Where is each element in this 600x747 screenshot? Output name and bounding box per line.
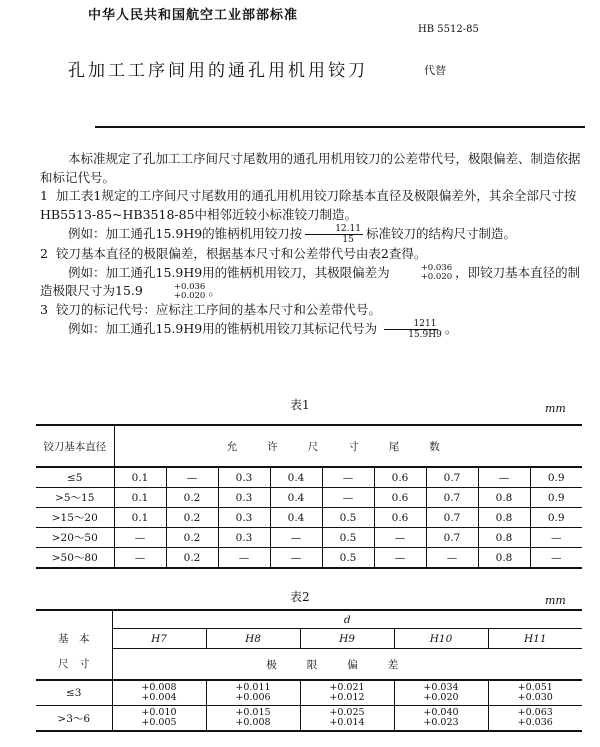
section-1-example xyxy=(40,224,590,245)
table-1-value-cell: 0.8 xyxy=(478,528,530,548)
lower-deviation: +0.004 xyxy=(141,692,177,703)
lower-deviation: +0.020 xyxy=(423,692,459,703)
table-1-value-cell: 0.7 xyxy=(426,528,478,548)
marking-numerator: 1211 xyxy=(384,319,439,330)
table-1-value-cell: — xyxy=(218,548,270,569)
table-2-col-h7: H7 xyxy=(112,629,206,649)
upper-deviation: +0.034 xyxy=(423,682,459,693)
table-2-deviation-cell xyxy=(300,706,394,732)
table-1-value-cell: 0.2 xyxy=(166,508,218,528)
upper-deviation: +0.011 xyxy=(235,682,271,693)
table-1-header-span: 允许尺寸尾数 xyxy=(114,425,582,467)
table-1-value-cell: — xyxy=(114,548,166,569)
table-1-value-cell: 0.1 xyxy=(114,467,166,488)
table-1-row xyxy=(36,528,582,548)
table-1-value-cell: 0.6 xyxy=(374,467,426,488)
section-3-example-end: 。 xyxy=(444,321,458,336)
upper-deviation: +0.015 xyxy=(235,707,271,718)
section-2-example-pre: 例如：加工通孔15.9H9用的锥柄机用铰刀，其极限偏差为 xyxy=(68,264,390,280)
table-1-value-cell: 0.8 xyxy=(478,488,530,508)
marking-fraction xyxy=(380,319,442,340)
table-2-col-h8: H8 xyxy=(206,629,300,649)
table-1-diameter-cell: >15～20 xyxy=(36,508,114,528)
lower-deviation: +0.005 xyxy=(141,717,177,728)
table-2-deviation-cell xyxy=(112,706,206,732)
table-1-value-cell: — xyxy=(270,548,322,569)
table-2-unit: mm xyxy=(545,594,566,607)
size-value: 15.9 xyxy=(115,283,143,298)
table-1-value-cell: — xyxy=(114,528,166,548)
table-1-diameter-cell: >5～15 xyxy=(36,488,114,508)
marking-denominator: 15.9H9 xyxy=(408,330,442,340)
table-2-caption: 表2 xyxy=(290,590,310,604)
upper-deviation: +0.040 xyxy=(423,707,459,718)
table-2-deviation-cell xyxy=(206,706,300,732)
upper-deviation: +0.025 xyxy=(329,707,365,718)
table-1-value-cell: 0.3 xyxy=(218,488,270,508)
upper-deviation: +0.008 xyxy=(141,682,177,693)
table-1-diameter-cell: ≤5 xyxy=(36,467,114,488)
table-2-deviation-cell xyxy=(206,680,300,706)
table-2-deviation-cell xyxy=(488,706,582,732)
section-2-example-end: 。 xyxy=(208,283,221,298)
lower-deviation: +0.023 xyxy=(423,717,459,728)
table-1-value-cell: — xyxy=(270,528,322,548)
table-1-value-cell: 0.7 xyxy=(426,508,478,528)
section-1-number: 1 xyxy=(40,188,48,203)
table-1-caption: 表1 xyxy=(290,398,310,412)
table-2-deviation-cell xyxy=(300,680,394,706)
lower-deviation: +0.030 xyxy=(517,692,553,703)
table-1-diameter-cell: >50～80 xyxy=(36,548,114,569)
table-1-value-cell: 0.3 xyxy=(218,528,270,548)
table-1-value-cell: — xyxy=(530,528,582,548)
table-1-value-cell: 0.3 xyxy=(218,508,270,528)
table-2-span-label: 极限偏差 xyxy=(112,649,582,681)
table-1-value-cell: — xyxy=(374,548,426,569)
table-1-value-cell: 0.9 xyxy=(530,488,582,508)
table-1-value-cell: 0.4 xyxy=(270,467,322,488)
table-1-value-cell: 0.3 xyxy=(218,467,270,488)
size-tolerance xyxy=(146,283,205,301)
table-2-deviation-cell xyxy=(394,706,488,732)
tolerance-lower: +0.020 xyxy=(420,272,453,282)
section-2-number: 2 xyxy=(40,246,48,261)
upper-deviation: +0.051 xyxy=(517,682,553,693)
standard-number: HB 5512-85 xyxy=(418,24,479,35)
section-1-example-post: 标准铰刀的结构尺寸制造。 xyxy=(365,226,516,241)
table-2-corner xyxy=(36,610,112,629)
size-tolerance-lower: +0.020 xyxy=(173,290,206,301)
table-1-value-cell: 0.2 xyxy=(166,528,218,548)
table-1-value-cell: 0.4 xyxy=(270,488,322,508)
table-2-size-cell: ≤3 xyxy=(36,680,112,706)
table-1-value-cell: 0.6 xyxy=(374,488,426,508)
table-1-value-cell: 0.2 xyxy=(166,548,218,569)
table-1-value-cell: 0.1 xyxy=(114,508,166,528)
table-1-value-cell: 0.8 xyxy=(478,508,530,528)
upper-deviation: +0.063 xyxy=(517,707,553,718)
lower-deviation: +0.036 xyxy=(517,717,553,728)
document-title: 孔加工工序间用的通孔用机用铰刀 xyxy=(68,61,368,81)
table-1-value-cell: — xyxy=(374,528,426,548)
table-1-value-cell: — xyxy=(166,467,218,488)
section-2-example-mid: ，即铰刀基本直径的制造极限尺寸为 xyxy=(40,264,581,298)
table-1-value-cell: 0.5 xyxy=(322,528,374,548)
table-1-value-cell: — xyxy=(530,548,582,569)
table-1-value-cell: — xyxy=(322,467,374,488)
table-2-deviation-cell xyxy=(488,680,582,706)
table-1-unit: mm xyxy=(545,402,566,415)
table-2-size-cell: >3～6 xyxy=(36,706,112,732)
table-1-value-cell: 0.1 xyxy=(114,488,166,508)
table-1-value-cell: 0.9 xyxy=(530,508,582,528)
table-1-value-cell: 0.5 xyxy=(322,508,374,528)
section-3-number: 3 xyxy=(40,301,48,317)
table-2-col-h11: H11 xyxy=(488,629,582,649)
table-1-value-cell: 0.7 xyxy=(426,467,478,488)
table-1-value-cell: 0.8 xyxy=(478,548,530,569)
section-2 xyxy=(40,245,590,264)
section-3 xyxy=(40,301,590,320)
upper-deviation: +0.010 xyxy=(141,707,177,718)
tolerance xyxy=(393,264,452,282)
table-2-row xyxy=(36,680,582,706)
lower-deviation: +0.008 xyxy=(235,717,271,728)
section-3-example-pre: 例如：加工通孔15.9H9用的锥柄机用铰刀其标记代号为 xyxy=(68,321,378,336)
fraction-numerator: 12.11 xyxy=(305,224,363,235)
table-2-row xyxy=(36,706,582,732)
upper-deviation: +0.021 xyxy=(329,682,365,693)
lower-deviation: +0.014 xyxy=(329,717,365,728)
section-2-example xyxy=(40,264,590,301)
fraction-denominator: 15 xyxy=(342,235,354,245)
table-1-value-cell: 0.2 xyxy=(166,488,218,508)
lower-deviation: +0.006 xyxy=(235,692,271,703)
table-1-row xyxy=(36,508,582,528)
table-1-value-cell: 0.5 xyxy=(322,548,374,569)
table-1-header-diameter: 铰刀基本直径 xyxy=(36,425,114,467)
standard-org-header: 中华人民共和国航空工业部部标准 xyxy=(88,8,299,23)
table-2-deviation-cell xyxy=(394,680,488,706)
table-1-value-cell: — xyxy=(322,488,374,508)
replaces-label: 代替 xyxy=(424,64,446,77)
lower-deviation: +0.012 xyxy=(329,692,365,703)
table-1-value-cell: — xyxy=(426,548,478,569)
table-1-row xyxy=(36,548,582,569)
table-2-span-row xyxy=(36,649,582,681)
section-2-text: 铰刀基本直径的极限偏差，根据基本尺寸和公差带代号由表2查得。 xyxy=(55,246,427,261)
table-2-base-bottom: 尺 寸 xyxy=(36,649,112,681)
table-1-header-row xyxy=(36,425,582,467)
fraction xyxy=(305,224,363,245)
section-3-text: 铰刀的标记代号：应标注工序间的基本尺寸和公差带代号。 xyxy=(55,301,381,317)
title-divider xyxy=(95,126,585,128)
table-1-diameter-cell: >20～50 xyxy=(36,528,114,548)
table-1-value-cell: — xyxy=(478,467,530,488)
table-1-row xyxy=(36,467,582,488)
table-2-col-h9: H9 xyxy=(300,629,394,649)
body-text xyxy=(40,150,590,340)
table-2-d-row xyxy=(36,610,582,629)
table-2-deviation-cell xyxy=(112,680,206,706)
table-1-value-cell: 0.6 xyxy=(374,508,426,528)
section-1-text: 加工表1规定的工序间尺寸尾数用的通孔用机用铰刀除基本直径及极限偏差外，其余全部尺寸按HB5513-85~HB3518-85中相邻近较小标准铰刀制造。 xyxy=(40,188,577,222)
section-3-example xyxy=(40,319,590,340)
table-2-col-h10: H10 xyxy=(394,629,488,649)
section-1-example-pre: 例如：加工通孔15.9H9的锥柄机用铰刀按 xyxy=(68,226,303,241)
table-2-d-label: d xyxy=(112,610,582,629)
size-tolerance-upper: +0.036 xyxy=(173,281,206,292)
table-1-row xyxy=(36,488,582,508)
table-1-value-cell: 0.9 xyxy=(530,467,582,488)
table-1-value-cell: 0.4 xyxy=(270,508,322,528)
intro-paragraph: 本标准规定了孔加工工序间尺寸尾数用的通孔用机用铰刀的公差带代号，极限偏差、制造依据和标记代号。 xyxy=(40,151,581,185)
tolerance-upper: +0.036 xyxy=(420,263,453,273)
table-1-value-cell: 0.7 xyxy=(426,488,478,508)
table-2-base-top: 基 本 xyxy=(36,629,112,649)
table-1 xyxy=(36,424,582,569)
table-2-col-row xyxy=(36,629,582,649)
section-1 xyxy=(40,187,590,224)
table-2 xyxy=(36,609,582,732)
